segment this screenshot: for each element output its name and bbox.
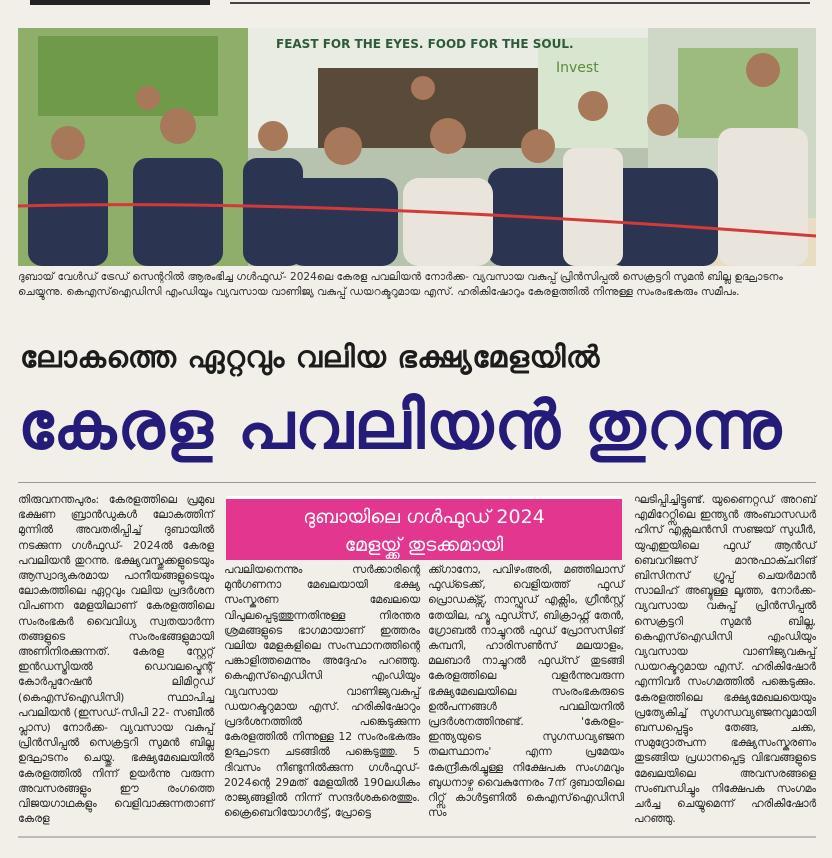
kicker-headline: ലോകത്തെ ഏറ്റവും വലിയ ഭക്ഷ്യമേളയിൽ [20, 340, 600, 375]
headline-rule [18, 482, 816, 483]
highlight-line-2: മേളയ്ക്ക് തുടക്കമായി [344, 534, 504, 556]
booth-sign-text: Invest [556, 60, 599, 76]
masthead-strip [0, 0, 832, 22]
photo-caption: ദുബായ് വേൾഡ് ട്രേഡ് സെന്ററിൽ ആരംഭിച്ച ഗൾഫുഡ്- 2024ലെ കേരള പവലിയൻ നോർക്ക- വ്യവസായ വകുപ്പ് പ്രിൻസിപ്പൽ സെക്രട്ടറി സുമൻ ബില്ല ഉദ്ഘാടനം ചെയ്യുന്നു. കെഎസ്ഐഡിസി എംഡിയും വ്യവസായ വാണിജ്യ വകുപ്പ് ഡയറക്ടറുമായ എസ്. ഹരികിഷോറും കേരളത്തിൽ നിന്നുള്ള സംരംഭകരും സമീപം. [18, 271, 783, 298]
article-column-4: ഘടിപ്പിച്ചിട്ടുണ്ട്. യുണൈറ്റഡ് അറബ് എമിറേറ്റ്സിലെ ഇന്ത്യൻ അംബാസഡർ ഹിസ് എക്സലൻസി സഞ്ജയ് സുധീർ, യുഎഇയിലെ ഫുഡ് ആൻഡ് ബെവറിജസ് മാനുഫാക്ചറിങ് ബിസിനസ് ഗ്രൂപ്പ് ചെയർമാൻ സാലിഹ് അബ്ദുള്ള ലൂത്ത, നോർക്ക-വ്യവസായ വകുപ്പ് പ്രിൻസിപ്പൽ സെക്രട്ടറി സുമൻ ബില്ല, കെഎസ്ഐഡിസി എംഡിയും വ്യവസായ വാണിജ്യവകുപ്പ് ഡയറക്ടറുമായ എസ്. ഹരികിഷോർ എന്നിവർ സംഗമത്തിൽ പങ്കെടുക്കും. കേരളത്തിലെ ഭക്ഷ്യമേഖലയെയും പ്രത്യേകിച്ച് സുഗന്ധവ്യഞ്ജനവുമായി ബന്ധപ്പെട്ടും തേങ്ങ, ചക്ക, സമുദ്രോത്പന്ന ഭക്ഷ്യസംസ്കരണം തുടങ്ങിയ പ്രധാനപ്പെട്ട വിഭവങ്ങളുടെ മേഖലയിലെ അവസരങ്ങളെ സംബന്ധിച്ചും നിക്ഷേപക സംഗമം ചർച്ച ചെയ്യുമെന്ന് ഹരികിഷോർ പറഞ്ഞു. [634, 493, 816, 826]
article-column-2: പവലിയനെന്നും സർക്കാരിന്റെ മുൻഗണനാ മേഖലയായി ഭക്ഷ്യ സംസ്കരണ മേഖലയെ വിപുലപ്പെടുത്തുന്നതിനുള്ള നിരന്തര ശ്രമങ്ങളുടെ ഭാഗമായാണ് ഇത്തരം വലിയ മേളകളിലെ സംസ്ഥാനത്തിന്റെ പങ്കാളിത്തമെന്നും അദ്ദേഹം പറഞ്ഞു. കെഎസ്ഐഡിസി എംഡിയും വ്യവസായ വാണിജ്യവകുപ്പ് ഡയറക്ടറുമായ എസ്. ഹരികിഷോറും പ്രദർശനത്തിൽ പങ്കെടുക്കുന്ന കേരളത്തിൽ നിന്നുള്ള 12 സംരംഭകരും ഉദ്ഘാടന ചടങ്ങിൽ പങ്കെടുത്തു. 5 ദിവസം നീണ്ടുനിൽക്കുന്ന ഗൾഫുഡ്- 2024ന്റെ 29മത് മേളയിൽ 190ലധികം രാജ്യങ്ങളിൽ നിന്ന് സന്ദർശകരെത്തും. ക്രൈബെറിയോഗർട്ട്, പ്രോട്ടെ [224, 563, 420, 820]
bottom-rule [18, 836, 816, 838]
masthead-rule [230, 2, 810, 4]
main-headline: കേരള പവലിയൻ തുറന്നു [18, 387, 783, 464]
article-column-1: തിരുവനന്തപുരം: കേരളത്തിലെ പ്രമുഖ ഭക്ഷണ ബ്രാൻഡുകൾ ലോകത്തിന് മുന്നിൽ അവതരിപ്പിച്ച് ദുബായിൽ നടക്കുന്ന ഗൾഫുഡ്- 2024ൽ കേരള പവലിയൻ തുറന്നു. ഭക്ഷ്യവസ്തുക്കളുടെയും ആസ്വാദ്യകരമായ പാനീയങ്ങളുടെയും ലോകത്തിലെ ഏറ്റവും വലിയ പ്രദർശന വിപണന മേളയിലാണ് കേരളത്തിലെ സംരംഭകർ വൈവിധ്യ സ്വതയാർന്ന തങ്ങളുടെ സംരംഭങ്ങളുമായി അണിനിരക്കുന്നത്. കേരള സ്റ്റേറ്റ് ഇൻഡസ്ട്രിയൽ ഡെവലപ്മെന്റ് കോർപ്പറേഷൻ ലിമിറ്റഡ് (കെഎസ്ഐഡിസി) സ്ഥാപിച്ച പവലിയൻ (ഇസഡ്-സിപി 22- സബീൽ പ്ലാസ) നോർക്ക- വ്യവസായ വകുപ്പ് പ്രിൻസിപ്പൽ സെക്രട്ടറി സുമൻ ബില്ല ഉദ്ഘാടനം ചെയ്തു. ഭക്ഷ്യമേഖലയിൽ കേരളത്തിൽ നിന്ന് ഉയർന്നു വരുന്ന അവസരങ്ങളും ഈ രംഗത്തെ വിജയഗാഥകളും വെളിവാക്കുന്നതാണ് കേരള [18, 493, 214, 826]
highlight-box [226, 496, 622, 560]
news-photo [18, 28, 816, 266]
masthead-block [30, 0, 210, 5]
booth-banner-text: FEAST FOR THE EYES. FOOD FOR THE SOUL. [276, 37, 574, 51]
highlight-line-1: ദുബായിലെ ഗൾഫുഡ് 2024 [303, 506, 545, 528]
photo-illustration [18, 28, 816, 266]
article-column-3: ക്ക്ഗാനോ, പവിഴംഅരി, മഞ്ഞിലാസ് ഫുഡ്ടെക്ക്, വെളിയത്ത് ഫുഡ് പ്രൊഡക്ട്സ്, നാസ്ഫുഡ് എക്സിം, ഗ്രീൻസ്റ്റ് തേയില, ഹ്യൂ ഫുഡ്സ്, ബിക്രാഫ്റ്റ് തേൻ, ഗ്രോബൽ നാച്ചുറൽ ഫുഡ് പ്രോസസിങ് കമ്പനി, ഹാരിസൺസ് മലയാളം, മലബാർ നാച്ചുറൽ ഫുഡ്സ് തുടങ്ങി കേരളത്തിലെ വളർന്നുവരുന്ന ഭക്ഷ്യമേഖലയിലെ സംരംഭകരുടെ ഉൽപന്നങ്ങൾ പവലിയനിൽ പ്രദർശനത്തിനുണ്ട്. 'കേരളം- ഇന്ത്യയുടെ സുഗന്ധവ്യഞ്ജന തലസ്ഥാനം' എന്ന പ്രമേയം കേന്ദ്രീകരിച്ചുള്ള നിക്ഷേപക സംഗമവും ബുധനാഴ്ച വൈകുന്നേരം 7ന് ദുബായിലെ റിറ്റ്സ് കാൾട്ടണിൽ കെഎസ്ഐഡിസി സം [428, 563, 624, 820]
